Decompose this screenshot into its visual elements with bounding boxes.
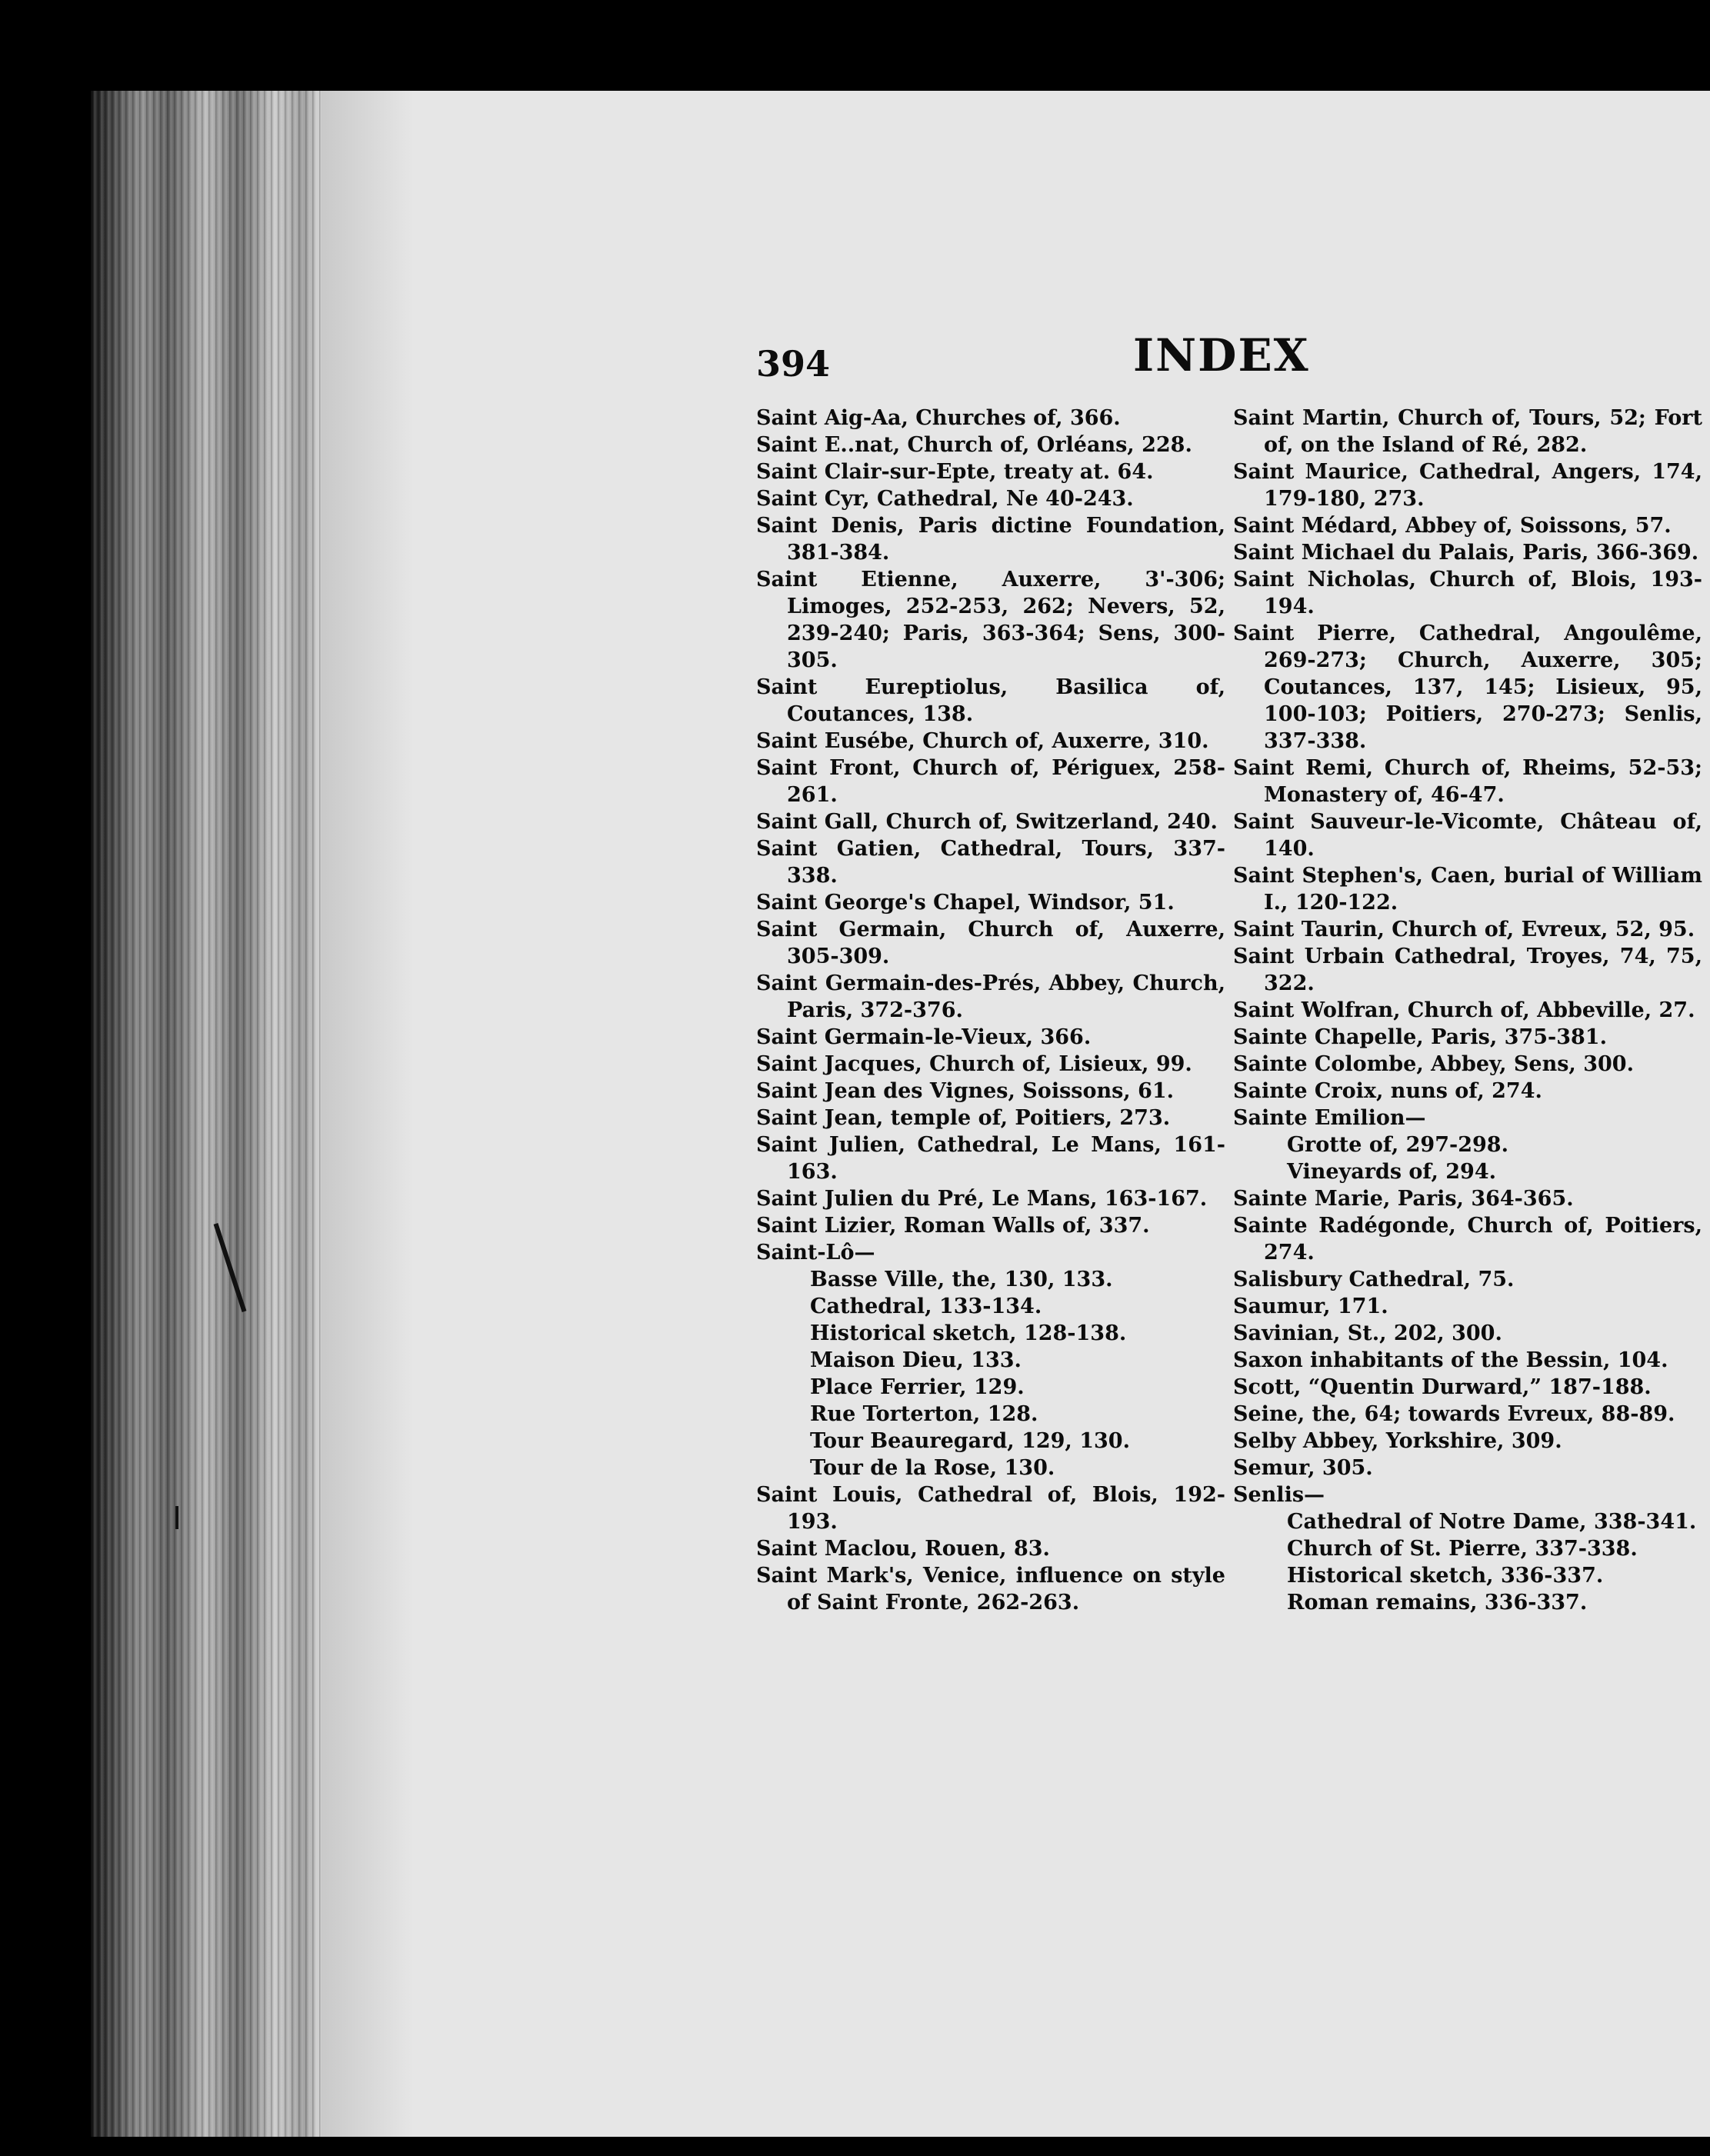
index-entry: Saint Julien, Cathedral, Le Mans, 161-163. bbox=[756, 1133, 1225, 1184]
gutter-shadow bbox=[322, 91, 414, 2137]
index-entry: Saint Aig-Aa, Churches of, 366. bbox=[756, 406, 1121, 430]
index-entry: Saumur, 171. bbox=[1233, 1295, 1388, 1318]
index-entry: Saxon inhabitants of the Bessin, 104. bbox=[1233, 1348, 1668, 1372]
book-binding-edge bbox=[91, 91, 322, 2137]
index-subentry: Basse Ville, the, 130, 133. bbox=[810, 1268, 1113, 1291]
index-entry: Saint Pierre, Cathedral, Angoulême, 269-273; Church, Auxerre, 305; Coutances, 137, 145; Lisieux, 95, 100-103; Poitiers, 270-273; Senlis, 337-338. bbox=[1233, 621, 1702, 753]
index-entry: Sainte Radégonde, Church of, Poitiers, 274. bbox=[1233, 1214, 1702, 1265]
page-number: 394 bbox=[756, 343, 831, 385]
index-subentry: Church of St. Pierre, 337-338. bbox=[1287, 1537, 1638, 1561]
index-entry: Saint Martin, Church of, Tours, 52; Fort of, on the Island of Ré, 282. bbox=[1233, 406, 1702, 457]
index-entry: Saint Wolfran, Church of, Abbeville, 27. bbox=[1233, 998, 1695, 1022]
index-column-left bbox=[756, 405, 1225, 1616]
index-entry: Saint Mark's, Venice, influence on style of Saint Fronte, 262-263. bbox=[756, 1564, 1225, 1615]
index-subentry: Cathedral of Notre Dame, 338-341. bbox=[1287, 1510, 1697, 1534]
index-entry: Saint Gall, Church of, Switzerland, 240. bbox=[756, 810, 1218, 834]
index-entry: Saint George's Chapel, Windsor, 51. bbox=[756, 891, 1175, 915]
index-entry: Saint-Lô— bbox=[756, 1241, 875, 1265]
index-entry: Saint Médard, Abbey of, Soissons, 57. bbox=[1233, 514, 1672, 538]
index-entry: Saint Germain-le-Vieux, 366. bbox=[756, 1025, 1092, 1049]
index-entry: Sainte Colombe, Abbey, Sens, 300. bbox=[1233, 1052, 1634, 1076]
index-entry: Saint Lizier, Roman Walls of, 337. bbox=[756, 1214, 1150, 1238]
index-entry: Saint Denis, Paris dictine Foundation, 381-384. bbox=[756, 514, 1225, 565]
index-subentry: Rue Torterton, 128. bbox=[810, 1402, 1038, 1426]
index-entry: Sainte Emilion— bbox=[1233, 1106, 1426, 1130]
index-entry: Saint Louis, Cathedral of, Blois, 192-193. bbox=[756, 1483, 1225, 1534]
index-entry: Selby Abbey, Yorkshire, 309. bbox=[1233, 1429, 1562, 1453]
index-entry: Salisbury Cathedral, 75. bbox=[1233, 1268, 1515, 1291]
index-subentry: Cathedral, 133-134. bbox=[810, 1295, 1042, 1318]
index-subentry: Historical sketch, 128-138. bbox=[810, 1321, 1127, 1345]
index-subentry: Place Ferrier, 129. bbox=[810, 1375, 1025, 1399]
index-subentry: Grotte of, 297-298. bbox=[1287, 1133, 1508, 1157]
index-entry: Senlis— bbox=[1233, 1483, 1325, 1507]
scan-speck bbox=[175, 1506, 178, 1529]
index-entry: Semur, 305. bbox=[1233, 1456, 1373, 1480]
index-page-content bbox=[756, 329, 1702, 1868]
index-entry: Saint Julien du Pré, Le Mans, 163-167. bbox=[756, 1187, 1208, 1211]
index-subentry: Vineyards of, 294. bbox=[1287, 1160, 1497, 1184]
index-entry: Saint Urbain Cathedral, Troyes, 74, 75, 322. bbox=[1233, 945, 1702, 995]
index-entry: Saint Cyr, Cathedral, Ne 40-243. bbox=[756, 487, 1134, 511]
index-subentry: Tour de la Rose, 130. bbox=[810, 1456, 1055, 1480]
index-entry: Saint Sauveur-le-Vicomte, Château of, 140. bbox=[1233, 810, 1702, 861]
index-entry: Sainte Marie, Paris, 364-365. bbox=[1233, 1187, 1574, 1211]
index-entry: Saint Gatien, Cathedral, Tours, 337-338. bbox=[756, 837, 1225, 888]
index-entry: Saint Remi, Church of, Rheims, 52-53; Monastery of, 46-47. bbox=[1233, 756, 1702, 807]
index-entry: Saint Germain, Church of, Auxerre, 305-309. bbox=[756, 918, 1225, 968]
index-subentry: Maison Dieu, 133. bbox=[810, 1348, 1022, 1372]
index-entry: Sainte Croix, nuns of, 274. bbox=[1233, 1079, 1542, 1103]
index-entry: Savinian, St., 202, 300. bbox=[1233, 1321, 1502, 1345]
index-subentry: Historical sketch, 336-337. bbox=[1287, 1564, 1604, 1588]
index-entry: Saint Germain-des-Prés, Abbey, Church, Paris, 372-376. bbox=[756, 971, 1225, 1022]
index-entry: Saint Jean, temple of, Poitiers, 273. bbox=[756, 1106, 1171, 1130]
index-entry: Sainte Chapelle, Paris, 375-381. bbox=[1233, 1025, 1607, 1049]
running-head bbox=[756, 329, 1702, 383]
index-entry: Saint Clair-sur-Epte, treaty at. 64. bbox=[756, 460, 1154, 484]
index-subentry: Tour Beauregard, 129, 130. bbox=[810, 1429, 1130, 1453]
index-entry: Saint E..nat, Church of, Orléans, 228. bbox=[756, 433, 1192, 457]
book-page bbox=[91, 91, 1710, 2137]
index-column-right bbox=[1233, 405, 1702, 1616]
index-entry: Seine, the, 64; towards Evreux, 88-89. bbox=[1233, 1402, 1675, 1426]
index-entry: Saint Maclou, Rouen, 83. bbox=[756, 1537, 1050, 1561]
index-entry: Saint Taurin, Church of, Evreux, 52, 95. bbox=[1233, 918, 1695, 941]
index-entry: Saint Stephen's, Caen, burial of William I., 120-122. bbox=[1233, 864, 1702, 915]
index-entry: Saint Front, Church of, Périguex, 258-261. bbox=[756, 756, 1225, 807]
index-entry: Saint Etienne, Auxerre, 3'-306; Limoges, 252-253, 262; Nevers, 52, 239-240; Paris, 363-364; Sens, 300-305. bbox=[756, 568, 1225, 672]
index-entry: Saint Nicholas, Church of, Blois, 193-194. bbox=[1233, 568, 1702, 618]
index-entry: Saint Eureptiolus, Basilica of, Coutances, 138. bbox=[756, 675, 1225, 726]
index-entry: Saint Maurice, Cathedral, Angers, 174, 179-180, 273. bbox=[1233, 460, 1702, 511]
index-subentry: Roman remains, 336-337. bbox=[1287, 1591, 1588, 1615]
index-entry: Saint Jean des Vignes, Soissons, 61. bbox=[756, 1079, 1175, 1103]
page-title: INDEX bbox=[1133, 329, 1310, 382]
index-entry: Saint Jacques, Church of, Lisieux, 99. bbox=[756, 1052, 1192, 1076]
index-entry: Saint Michael du Palais, Paris, 366-369. bbox=[1233, 541, 1699, 565]
index-entry: Saint Eusébe, Church of, Auxerre, 310. bbox=[756, 729, 1209, 753]
index-entry: Scott, “Quentin Durward,” 187-188. bbox=[1233, 1375, 1652, 1399]
